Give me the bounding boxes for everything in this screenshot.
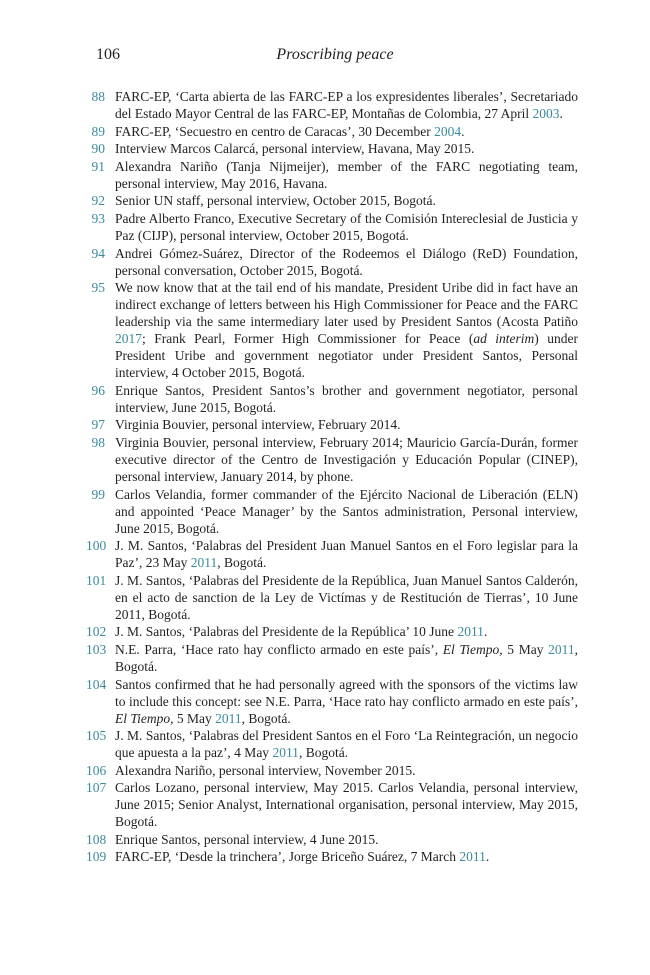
endnote-segment: N.E. Parra, ‘Hace rato hay conflicto armado en este país’, (115, 641, 443, 657)
endnote-segment: Interview Marcos Calarcá, personal interview, Havana, May 2015. (115, 141, 475, 157)
endnote-segment: Enrique Santos, President Santos’s brother and government negotiator, personal interview, June 2015, Bogotá. (115, 382, 578, 415)
endnote-number: 93 (91, 210, 105, 226)
endnote-text (115, 537, 578, 571)
endnote-italic: ad interim (473, 331, 535, 347)
endnote-number: 94 (91, 245, 105, 261)
endnote-segment: ; Frank Pearl, Former High Commissioner for Peace ( (142, 331, 474, 347)
endnote-number: 109 (86, 849, 107, 865)
endnote-segment: , 5 May (170, 710, 216, 726)
endnote-italic: El Tiempo (442, 641, 500, 657)
endnote-italic: El Tiempo (115, 710, 171, 726)
endnote-number: 100 (86, 538, 107, 554)
endnote-text (115, 158, 578, 192)
endnote (86, 623, 578, 640)
endnote-text (115, 279, 578, 381)
endnote (86, 641, 578, 675)
endnote-text (115, 486, 578, 537)
endnote-segment: Padre Alberto Franco, Executive Secretary of the Comisión Intereclesial de Justicia y Paz (CIJP), personal interview, October 2015, Bogotá. (115, 210, 578, 243)
endnote-segment: ) under President Uribe and government negotiator under President Santos, Personal interview, 4 October 2015, Bogotá. (115, 331, 578, 381)
endnote (86, 88, 578, 122)
endnote (86, 676, 578, 727)
endnote-link[interactable]: 2011 (548, 641, 575, 657)
endnote-segment: J. M. Santos, ‘Palabras del President Santos en el Foro ‘La Reintegración, un negocio que apuesta a la paz’, 4 May (115, 728, 578, 761)
endnote-segment: , Bogotá. (241, 710, 291, 726)
endnote-number: 103 (86, 641, 107, 657)
running-title: Proscribing peace (276, 46, 394, 63)
endnote (86, 572, 578, 623)
endnote-segment: , Bogotá. (217, 555, 267, 571)
endnote-text (115, 140, 578, 157)
endnote-text (115, 641, 578, 675)
endnote-link[interactable]: 2017 (115, 331, 142, 347)
endnote (86, 831, 578, 848)
endnote (86, 140, 578, 157)
endnote-number: 108 (86, 831, 107, 847)
endnote-link[interactable]: 2011 (459, 849, 486, 865)
endnote-text (115, 831, 578, 848)
endnote-segment: . (483, 624, 488, 640)
endnote-number: 88 (91, 89, 105, 104)
endnote-segment: Santos confirmed that he had personally agreed with the sponsors of the victims law to include this concept: see N.E. Parra, ‘Hace rato hay conflicto armado en este país’, (115, 676, 578, 709)
endnote-segment: Senior UN staff, personal interview, October 2015, Bogotá. (115, 193, 436, 209)
endnote-text (115, 727, 578, 761)
endnote-text (115, 762, 578, 779)
endnote-number: 99 (91, 486, 105, 502)
endnote (86, 727, 578, 761)
endnote-text (115, 779, 578, 830)
endnote-text (115, 210, 578, 244)
endnote-segment: FARC-EP, ‘Desde la trinchera’, Jorge Briceño Suárez, 7 March (115, 849, 460, 865)
endnote (86, 382, 578, 416)
endnote-segment: , Bogotá. (115, 641, 578, 674)
endnote-segment: . (559, 106, 563, 121)
endnote-segment: . (461, 123, 465, 139)
endnote (86, 279, 578, 381)
endnote-text (115, 434, 578, 485)
endnote-segment: Alexandra Nariño (Tanja Nijmeijer), member of the FARC negotiating team, personal interview, May 2016, Havana. (115, 158, 578, 191)
page-number: 106 (96, 46, 120, 63)
endnote-text (115, 245, 578, 279)
endnote-segment: Carlos Velandia, former commander of the Ejército Nacional de Liberación (ELN) and appointed ‘Peace Manager’ by the Santos administration, Personal interview, June 2015, Bogotá. (115, 486, 578, 536)
endnote (86, 779, 578, 830)
endnote-segment: . (485, 849, 490, 865)
endnote-number: 102 (86, 624, 107, 640)
endnote-segment: FARC-EP, ‘Carta abierta de las FARC-EP a los expresidentes liberales’, Secretariado del Estado Mayor Central de las FARC-EP, Montañas de Colombia, 27 April (115, 89, 578, 121)
endnote (86, 245, 578, 279)
endnote-text (115, 382, 578, 416)
endnote-segment: Virginia Bouvier, personal interview, February 2014; Mauricio García-Durán, former executive director of the Centro de Investigación y Educación Popular (CINEP), personal interview, January 2014, by phone. (115, 434, 578, 484)
endnote (86, 210, 578, 244)
endnote (86, 158, 578, 192)
endnote (86, 434, 578, 485)
endnote-segment: J. M. Santos, ‘Palabras del Presidente de la República, Juan Manuel Santos Calderón, en el acto de sanction de la Ley de Victímas y de Restitución de Tierras’, 10 June 2011, Bogotá. (115, 572, 578, 622)
endnote-text (115, 572, 578, 623)
endnote (86, 762, 578, 779)
endnote-number: 107 (86, 780, 107, 796)
endnote-number: 91 (91, 158, 105, 174)
endnote-link[interactable]: 2011 (190, 555, 218, 571)
endnote-number: 90 (91, 141, 105, 157)
endnote-number: 89 (91, 123, 105, 139)
endnote-text (115, 123, 578, 140)
endnote-text (115, 623, 578, 640)
endnote-text (115, 88, 578, 122)
page-header (96, 46, 574, 72)
endnote-number: 105 (86, 728, 107, 744)
endnote-segment: , 5 May (499, 641, 549, 657)
endnote (86, 416, 578, 433)
endnote-link[interactable]: 2011 (215, 710, 242, 726)
endnote-text (115, 848, 578, 865)
endnote-segment: J. M. Santos, ‘Palabras del Presidente de la República’ 10 June (115, 624, 458, 640)
endnote (86, 486, 578, 537)
endnote-number: 97 (91, 417, 105, 433)
endnotes-list (86, 88, 578, 866)
endnote-segment: Andrei Gómez-Suárez, Director of the Rodeemos el Diálogo (ReD) Foundation, personal conversation, October 2015, Bogotá. (115, 245, 578, 278)
endnote-segment: Enrique Santos, personal interview, 4 June 2015. (115, 831, 379, 847)
endnote-link[interactable]: 2011 (457, 624, 484, 640)
endnote-segment: , Bogotá. (298, 745, 349, 761)
endnote-link[interactable]: 2011 (272, 745, 299, 761)
endnote-number: 106 (86, 762, 107, 778)
endnote-text (115, 192, 578, 209)
endnote-number: 95 (91, 280, 105, 296)
endnote-segment: We now know that at the tail end of his mandate, President Uribe did in fact have an indirect exchange of letters between his High Commissioner for Peace and the FARC leadership via the same intermediary later used by President Santos (Acosta Patiño (115, 280, 578, 330)
endnote-segment: Virginia Bouvier, personal interview, February 2014. (115, 417, 401, 433)
endnote (86, 848, 578, 865)
endnote-link[interactable]: 2003 (532, 106, 560, 121)
endnote-segment: J. M. Santos, ‘Palabras del President Juan Manuel Santos en el Foro legislar para la Paz’, 23 May (115, 538, 578, 571)
endnote (86, 123, 578, 140)
endnote-number: 101 (86, 572, 107, 588)
endnote-number: 98 (91, 434, 105, 450)
endnote-number: 92 (91, 193, 105, 209)
endnote-link[interactable]: 2004 (434, 123, 462, 139)
endnote-segment: FARC-EP, ‘Secuestro en centro de Caracas’, 30 December (115, 123, 435, 139)
endnote-segment: Carlos Lozano, personal interview, May 2015. Carlos Velandia, personal interview, June 2015; Senior Analyst, International organisation, personal interview, May 2015, Bogotá. (115, 780, 578, 830)
endnote-text (115, 676, 578, 727)
endnote-number: 96 (91, 382, 105, 398)
endnote (86, 537, 578, 571)
endnote-text (115, 416, 578, 433)
endnote-segment: Alexandra Nariño, personal interview, November 2015. (115, 762, 416, 778)
endnote-number: 104 (86, 676, 107, 692)
endnote (86, 192, 578, 209)
